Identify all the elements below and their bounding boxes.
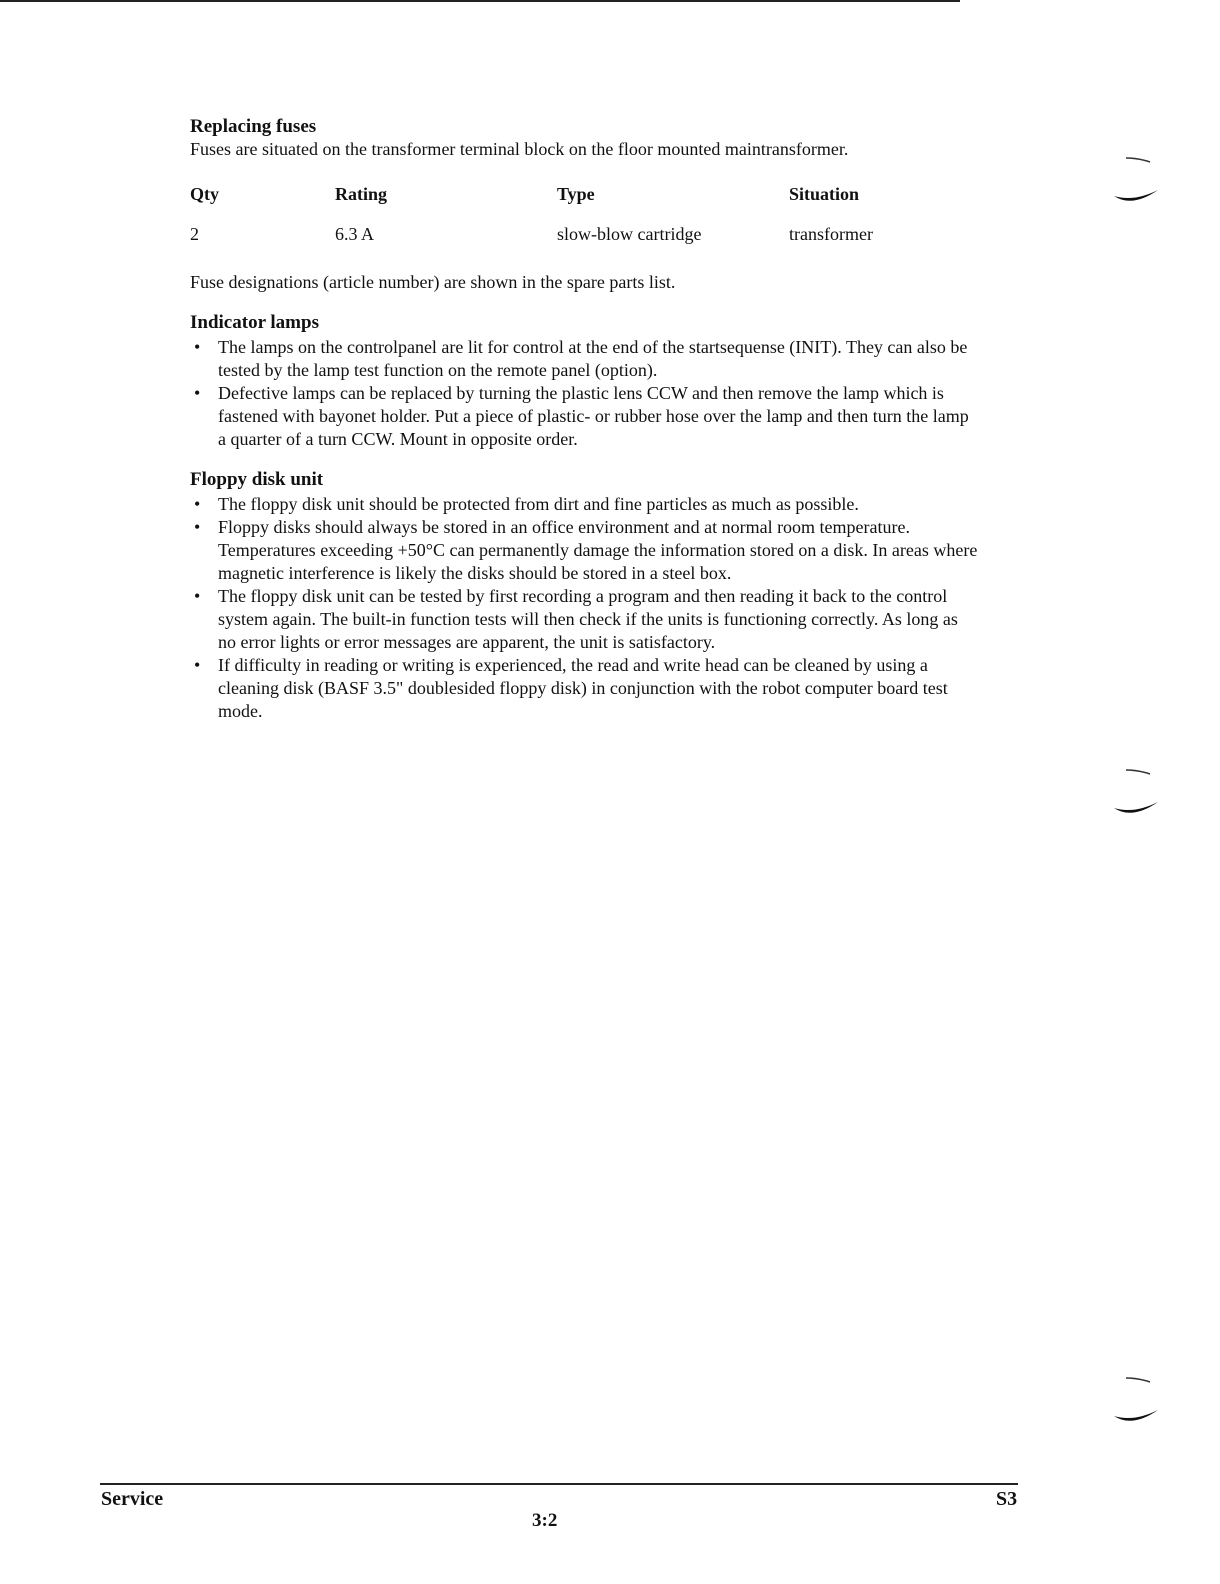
fuses-intro: Fuses are situated on the transformer terminal block on the floor mounted maintransformer. [190, 139, 849, 159]
col-type: Type [557, 184, 595, 204]
page-number: 3:2 [532, 1510, 558, 1531]
col-situation: Situation [789, 184, 860, 204]
heading-floppy-disk-unit: Floppy disk unit [190, 469, 324, 490]
cell-situation: transformer [789, 224, 873, 244]
list-item: • The floppy disk unit should be protected from dirt and fine particles as much as possible. [218, 493, 980, 516]
list-item: • The lamps on the controlpanel are lit for control at the end of the startsequense (INIT). They can also be tested by the lamp test function on the remote panel (option). [218, 336, 980, 382]
section-replacing-fuses [190, 116, 980, 294]
section-floppy-disk-unit [190, 469, 980, 723]
table-row [190, 223, 979, 253]
fuse-table [190, 183, 979, 253]
lamps-list [190, 336, 980, 451]
page-content [190, 116, 980, 741]
col-rating: Rating [335, 184, 388, 204]
top-rule [0, 0, 960, 2]
list-item: • Defective lamps can be replaced by turning the plastic lens CCW and then remove the lamp which is fastened with bayonet holder. Put a piece of plastic- or rubber hose over the lamp and then turn the lamp a quarter of a turn CCW. Mount in opposite order. [218, 382, 980, 451]
col-qty: Qty [190, 184, 219, 204]
floppy-list [190, 493, 980, 723]
footer-chapter-code: S3 [996, 1488, 1018, 1510]
cell-rating: 6.3 A [335, 224, 375, 244]
fuse-table-header [190, 183, 979, 223]
list-item: • The floppy disk unit can be tested by first recording a program and then reading it back to the control system again. The built-in function tests will then check if the units is functioning correctly. As long as no error lights or error messages are apparent, the unit is satisfactory. [218, 585, 980, 654]
cell-type: slow-blow cartridge [557, 224, 702, 244]
binder-hole-mark-icon [1112, 762, 1160, 822]
cell-qty: 2 [190, 224, 199, 244]
footer-section-name: Service [101, 1488, 164, 1510]
footer-rule [100, 1483, 1018, 1485]
binder-hole-mark-icon [1112, 1370, 1160, 1430]
binder-hole-mark-icon [1112, 150, 1160, 210]
heading-indicator-lamps: Indicator lamps [190, 312, 319, 333]
heading-replacing-fuses: Replacing fuses [190, 116, 317, 137]
list-item: • Floppy disks should always be stored in an office environment and at normal room temperature. Temperatures exceeding +50°C can permanently damage the information stored on a disk. In areas where magnetic interference is likely the disks should be stored in a steel box. [218, 516, 980, 585]
list-item: • If difficulty in reading or writing is experienced, the read and write head can be cleaned by using a cleaning disk (BASF 3.5" doublesided floppy disk) in conjunction with the robot computer board test mode. [218, 654, 980, 723]
section-indicator-lamps [190, 312, 980, 451]
fuses-note: Fuse designations (article number) are shown in the spare parts list. [190, 272, 676, 292]
